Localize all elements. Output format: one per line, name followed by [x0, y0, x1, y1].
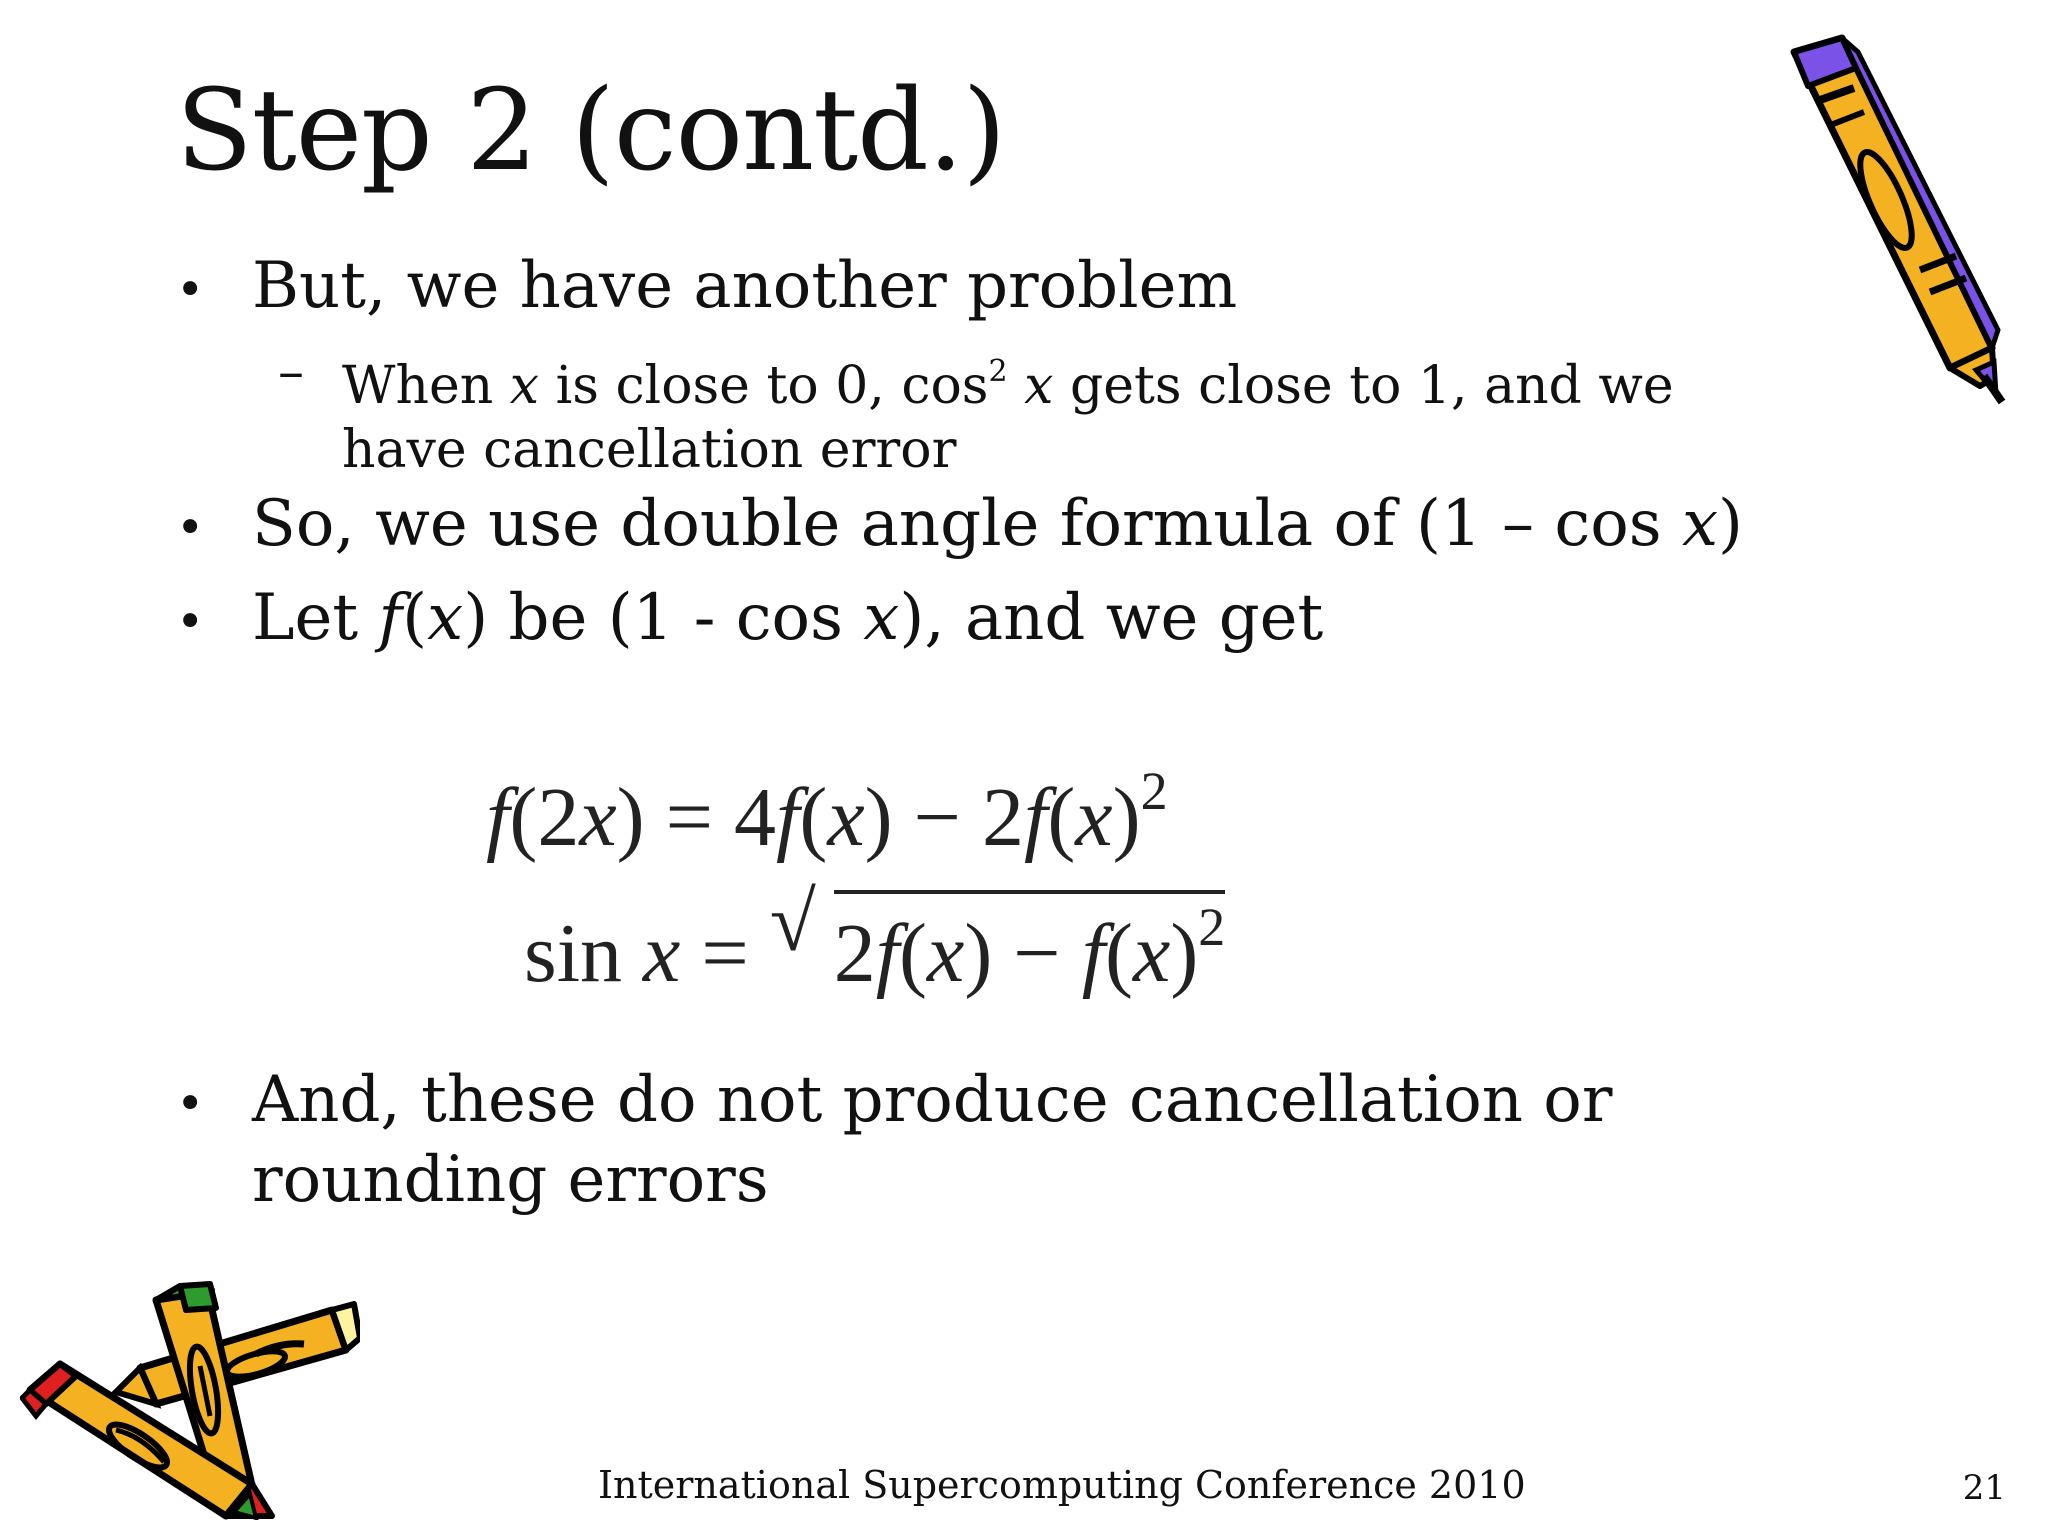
sub-bullet-text: When x is close to 0, $\cos^2 x$ gets close to 1, and we have cancellation error	[342, 354, 1674, 480]
bullet-marker: •	[176, 1076, 205, 1132]
sub-bullet-item	[278, 340, 1728, 482]
sub-bullet-marker: –	[278, 342, 304, 402]
bullet-text: Let f(x) be (1 - cos x), and we get	[252, 581, 1324, 655]
bullet-marker: •	[176, 500, 205, 556]
pencil-icon	[1780, 30, 2010, 410]
bullet-text: And, these do not produce cancellation or rounding errors	[252, 1063, 1613, 1217]
page-number: 21	[1962, 1468, 2006, 1508]
bullet-item	[176, 246, 1237, 330]
bullet-marker: •	[176, 594, 205, 650]
bullet-item	[176, 1060, 1876, 1220]
crossed-pencils-icon	[20, 1280, 360, 1520]
radical-sign: √	[769, 876, 816, 969]
footer-conference: International Supercomputing Conference 2010	[598, 1463, 1526, 1507]
bullet-text: So, we use double angle formula of (1 – cos x)	[252, 487, 1743, 561]
formula-sine: sin x = √ $2f(x) - f(x)^2$	[524, 876, 1226, 1000]
bullet-text: But, we have another problem	[252, 249, 1238, 323]
bullet-item	[176, 484, 1743, 568]
formula-double-angle: $f(2x) = 4f(x) - 2f(x)^2$	[486, 761, 1168, 864]
square-root: √ $2f(x) - f(x)^2$	[769, 876, 1226, 1000]
slide-title: Step 2 (contd.)	[176, 66, 1006, 196]
bullet-item	[176, 578, 1323, 662]
bullet-marker: •	[176, 262, 205, 318]
